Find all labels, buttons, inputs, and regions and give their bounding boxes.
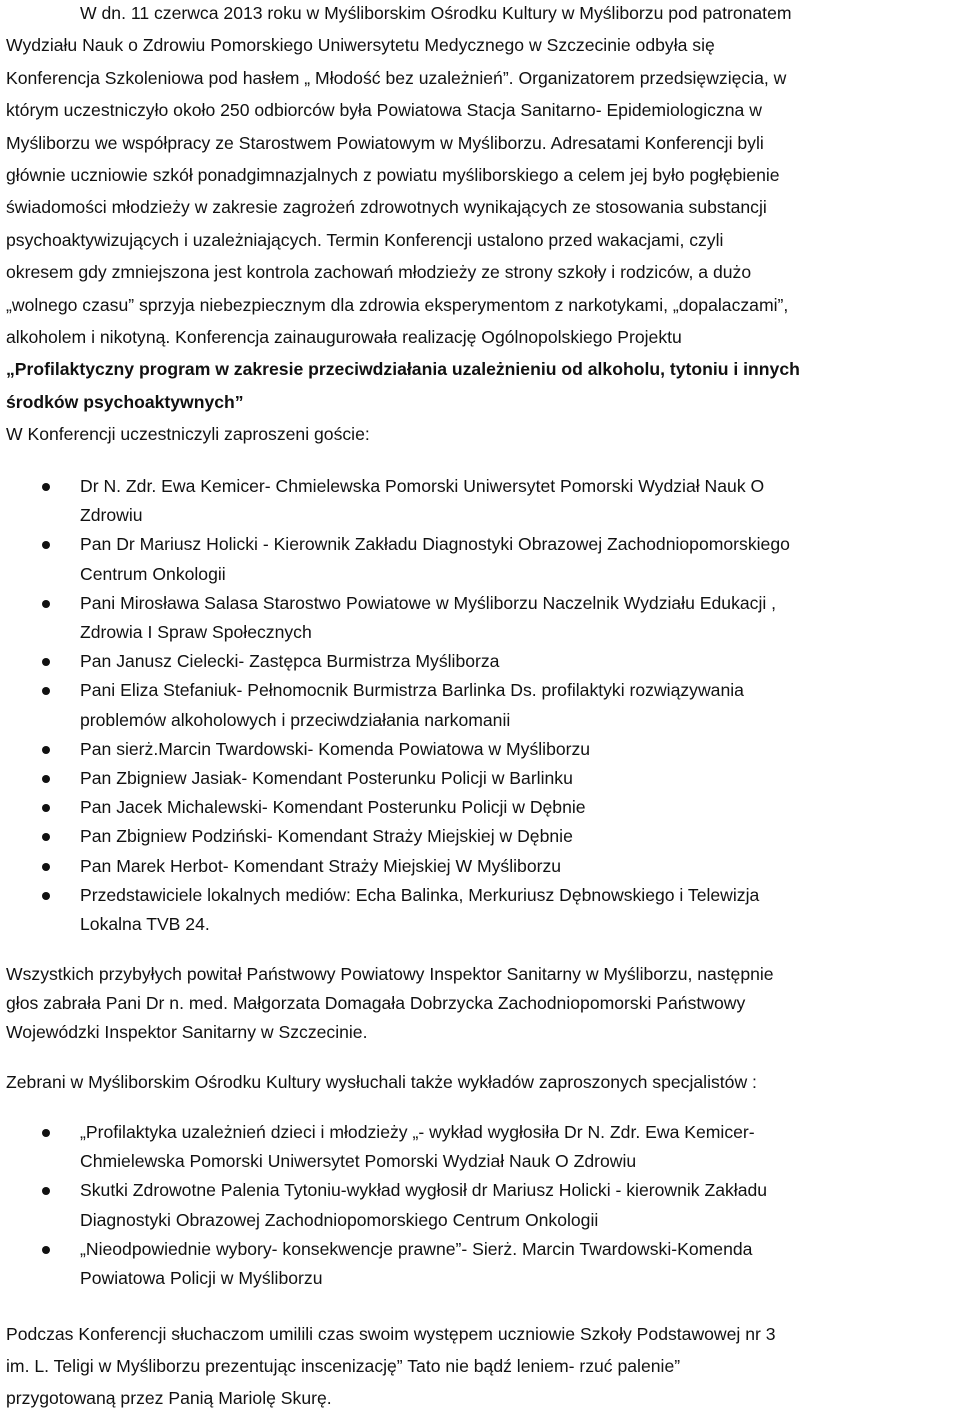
guests-list-block xyxy=(6,472,950,939)
guest-item xyxy=(6,764,950,793)
guest-line: Pani Eliza Stefaniuk- Pełnomocnik Burmistrza Barlinka Ds. profilaktyki rozwiązywania xyxy=(80,680,744,701)
intro-line: głównie uczniowie szkół ponadgimnazjalnych z powiatu myśliborskiego a celem jej było pogłębienie xyxy=(6,165,780,186)
bullet-icon xyxy=(42,1187,50,1195)
bullet-icon xyxy=(42,863,50,871)
guests-list xyxy=(6,472,950,939)
welcome-line: Wojewódzki Inspektor Sanitarny w Szczecinie. xyxy=(6,1022,368,1042)
closing-line: im. L. Teligi w Myśliborzu prezentując inscenizację” Tato nie bądź leniem- rzuć palenie” xyxy=(6,1356,681,1376)
bullet-icon xyxy=(42,892,50,900)
guest-line: Dr N. Zdr. Ewa Kemicer- Chmielewska Pomorski Uniwersytet Pomorski Wydział Nauk O xyxy=(80,476,765,496)
lecture-item xyxy=(6,1118,950,1176)
intro-text xyxy=(6,0,950,451)
guest-line: Pan Dr Mariusz Holicki - Kierownik Zakładu Diagnostyki Obrazowej Zachodniopomorskiego xyxy=(80,534,790,555)
welcome-line: Wszystkich przybyłych powitał Państwowy Powiatowy Inspektor Sanitarny w Myśliborzu, następnie xyxy=(6,964,774,984)
bullet-icon xyxy=(42,833,50,841)
guest-line: Zdrowiu xyxy=(80,505,143,526)
welcome-line: głos zabrała Pani Dr n. med. Małgorzata Domagała Dobrzycka Zachodniopomorski Państwowy xyxy=(6,993,746,1013)
lecture-line: „Nieodpowiednie wybory- konsekwencje prawne”- Sierż. Marcin Twardowski-Komenda xyxy=(80,1238,753,1259)
lecture-line: Diagnostyki Obrazowej Zachodniopomorskiego Centrum Onkologii xyxy=(80,1209,599,1230)
lectures-heading: Zebrani w Myśliborskim Ośrodku Kultury wysłuchali także wykładów zaproszonych specjalistów : xyxy=(6,1072,757,1092)
lecture-line: Powiatowa Policji w Myśliborzu xyxy=(80,1268,323,1289)
intro-line: Wydziału Nauk o Zdrowiu Pomorskiego Uniwersytetu Medycznego w Szczecinie odbyła się xyxy=(6,35,715,56)
guest-item xyxy=(6,793,950,822)
intro-line: W dn. 11 czerwca 2013 roku w Myśliborskim Ośrodku Kultury w Myśliborzu pod patronatem xyxy=(80,3,792,23)
intro-line: świadomości młodzieży w zakresie zagrożeń zdrowotnych wynikających ze stosowania substancji xyxy=(6,197,767,218)
guest-line: Pan Jacek Michalewski- Komendant Posterunku Policji w Dębnie xyxy=(80,797,586,818)
guest-item xyxy=(6,735,950,764)
lectures-list-block xyxy=(6,1118,950,1293)
lecture-item xyxy=(6,1235,950,1293)
guest-item xyxy=(6,881,950,939)
bullet-icon xyxy=(42,483,50,491)
bullet-icon xyxy=(42,687,50,695)
intro-paragraph xyxy=(6,0,950,451)
guest-line: Pan sierż.Marcin Twardowski- Komenda Powiatowa w Myśliborzu xyxy=(80,738,591,759)
guest-line: Lokalna TVB 24. xyxy=(80,914,210,935)
guest-line: Pan Zbigniew Podziński- Komendant Straży Miejskiej w Dębnie xyxy=(80,826,573,847)
intro-line: „wolnego czasu” sprzyja niebezpiecznym dla zdrowia eksperymentom z narkotykami, „dopalaczami”, xyxy=(6,294,789,315)
intro-line: Konferencja Szkoleniowa pod hasłem „ Młodość bez uzależnień”. Organizatorem przedsięwzięcia, w xyxy=(6,67,787,88)
guest-item xyxy=(6,530,950,588)
bullet-icon xyxy=(42,1129,50,1137)
lectures-list xyxy=(6,1118,950,1293)
guest-item xyxy=(6,472,950,530)
lecture-line: Chmielewska Pomorski Uniwersytet Pomorski Wydział Nauk O Zdrowiu xyxy=(80,1151,637,1172)
guest-item xyxy=(6,647,950,676)
intro-line: psychoaktywizujących i uzależniających. Termin Konferencji ustalono przed wakacjami, czyli xyxy=(6,229,724,250)
bullet-icon xyxy=(42,746,50,754)
closing-text xyxy=(6,1318,950,1414)
bullet-icon xyxy=(42,658,50,666)
intro-line: alkoholem i nikotyną. Konferencja zainaugurowała realizację Ogólnopolskiego Projektu xyxy=(6,327,682,348)
lectures-heading-block xyxy=(6,1066,950,1098)
guest-item xyxy=(6,676,950,734)
bullet-icon xyxy=(42,1246,50,1254)
guest-line: Pan Zbigniew Jasiak- Komendant Posterunku Policji w Barlinku xyxy=(80,768,573,789)
intro-line: którym uczestniczyło około 250 odbiorców była Powiatowa Stacja Sanitarno- Epidemiologiczna w xyxy=(6,100,762,121)
project-title-line: „Profilaktyczny program w zakresie przeciwdziałania uzależnieniu od alkoholu, tytoniu i innych xyxy=(6,359,800,380)
intro-line: okresem gdy zmniejszona jest kontrola zachowań młodzieży ze strony szkoły i rodziców, a dużo xyxy=(6,262,752,283)
guest-line: Przedstawiciele lokalnych mediów: Echa Balinka, Merkuriusz Dębnowskiego i Telewizja xyxy=(80,884,760,905)
welcome-paragraph xyxy=(6,960,950,1047)
guest-line: Pani Mirosława Salasa Starostwo Powiatowe w Myśliborzu Naczelnik Wydziału Edukacji , xyxy=(80,592,777,613)
guest-line: problemów alkoholowych i przeciwdziałania narkomanii xyxy=(80,709,511,730)
guest-line: Pan Janusz Cielecki- Zastępca Burmistrza Myśliborza xyxy=(80,651,500,672)
bullet-icon xyxy=(42,804,50,812)
closing-line: przygotowaną przez Panią Mariolę Skurę. xyxy=(6,1388,332,1408)
guest-item xyxy=(6,589,950,647)
guest-line: Pan Marek Herbot- Komendant Straży Miejskiej W Myśliborzu xyxy=(80,855,562,876)
guest-item xyxy=(6,852,950,881)
bullet-icon xyxy=(42,775,50,783)
intro-line: Myśliborzu we współpracy ze Starostwem Powiatowym w Myśliborzu. Adresatami Konferencji byli xyxy=(6,132,764,153)
project-title-line: środków psychoaktywnych” xyxy=(6,391,244,412)
bullet-icon xyxy=(42,541,50,549)
guest-item xyxy=(6,822,950,851)
closing-line: Podczas Konferencji słuchaczom umilili czas swoim występem uczniowie Szkoły Podstawowej nr 3 xyxy=(6,1324,776,1344)
guest-line: Centrum Onkologii xyxy=(80,563,226,584)
closing-paragraph xyxy=(6,1318,950,1414)
guest-line: Zdrowia I Spraw Społecznych xyxy=(80,622,312,643)
lecture-line: „Profilaktyka uzależnień dzieci i młodzieży „- wykład wygłosiła Dr N. Zdr. Ewa Kemicer- xyxy=(80,1122,755,1142)
welcome-text xyxy=(6,960,950,1047)
guests-heading: W Konferencji uczestniczyli zaproszeni goście: xyxy=(6,424,370,445)
bullet-icon xyxy=(42,600,50,608)
lecture-item xyxy=(6,1176,950,1234)
lecture-line: Skutki Zdrowotne Palenia Tytoniu-wykład wygłosił dr Mariusz Holicki - kierownik Zakładu xyxy=(80,1180,768,1201)
